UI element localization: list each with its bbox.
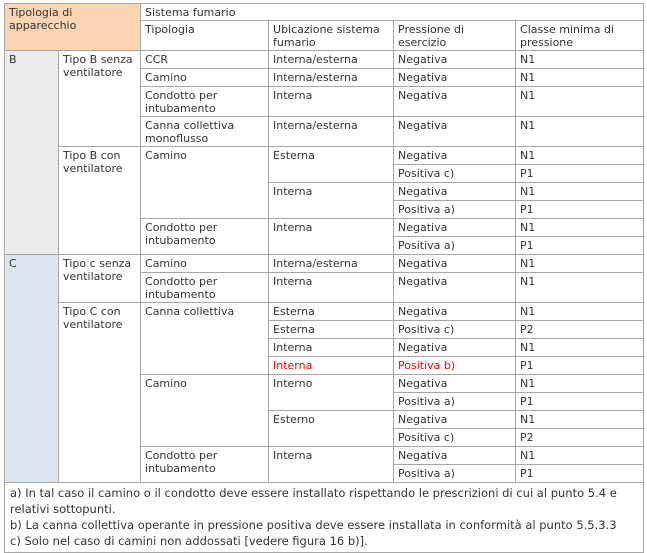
table-footnotes: [5, 483, 644, 553]
footnote-a: a) In tal caso il camino o il condotto deve essere installato rispettando le prescrizioni di cui al punto 5.4 e relativi sottopunti.: [10, 486, 617, 516]
table-cell: Negativa: [394, 375, 516, 393]
table-cell: N1: [516, 303, 644, 321]
table-cell: Esterna: [269, 321, 394, 339]
table-cell: Camino: [141, 69, 269, 87]
table-cell: P1: [516, 165, 644, 183]
table-cell: Canna collettiva: [141, 303, 269, 375]
table-cell: Positiva c): [394, 165, 516, 183]
table-cell: Positiva a): [394, 393, 516, 411]
table-cell: P1: [516, 393, 644, 411]
table-cell: Negativa: [394, 51, 516, 69]
table-cell: Positiva a): [394, 237, 516, 255]
table-cell: N1: [516, 339, 644, 357]
table-cell: B: [5, 51, 59, 255]
table-cell: Negativa: [394, 447, 516, 465]
table-cell: N1: [516, 447, 644, 465]
table-cell: Condotto per intubamento: [141, 219, 269, 255]
table-cell: N1: [516, 255, 644, 273]
table-cell: Interna: [269, 339, 394, 357]
table-header: [5, 4, 644, 51]
table-cell: Interna/esterna: [269, 69, 394, 87]
table-cell: Interna/esterna: [269, 51, 394, 69]
table-cell: P2: [516, 321, 644, 339]
table-cell: P2: [516, 429, 644, 447]
table-cell: Tipo c senza ventilatore: [59, 255, 141, 303]
table-cell: Negativa: [394, 411, 516, 429]
column-header-ubicazione: Ubicazione sistema fumario: [269, 21, 394, 51]
table-cell: Condotto per intubamento: [141, 447, 269, 483]
table-cell: Positiva a): [394, 465, 516, 483]
table-cell: Condotto per intubamento: [141, 273, 269, 303]
table-body: [5, 51, 644, 483]
table-cell: P1: [516, 201, 644, 219]
footnote-c: c) Solo nel caso di camini non addossati [vedere figura 16 b)].: [10, 534, 368, 548]
table-cell: N1: [516, 51, 644, 69]
column-header-tipologia: Tipologia: [141, 21, 269, 51]
appliance-flue-table: [4, 3, 644, 553]
table-cell: N1: [516, 411, 644, 429]
table-cell: Negativa: [394, 255, 516, 273]
table-cell: Negativa: [394, 273, 516, 303]
table-cell: Positiva a): [394, 201, 516, 219]
header-sistema-fumario: Sistema fumario: [141, 4, 644, 21]
table-cell: Camino: [141, 147, 269, 219]
table-cell: Negativa: [394, 339, 516, 357]
table-cell: CCR: [141, 51, 269, 69]
table-cell: Camino: [141, 255, 269, 273]
table-cell: Interna/esterna: [269, 255, 394, 273]
table-cell: Positiva c): [394, 429, 516, 447]
table-cell: N1: [516, 219, 644, 237]
table-row: [5, 147, 644, 165]
table-cell: N1: [516, 183, 644, 201]
table-cell: N1: [516, 87, 644, 117]
table-cell: P1: [516, 237, 644, 255]
table-cell: Positiva c): [394, 321, 516, 339]
table-row: [5, 303, 644, 321]
table-cell: P1: [516, 465, 644, 483]
table-cell: Canna collettiva monoflusso: [141, 117, 269, 147]
table-cell: Esterna: [269, 303, 394, 321]
document-page: [4, 3, 643, 553]
table-cell: Interno: [269, 375, 394, 411]
table-cell: Negativa: [394, 303, 516, 321]
table-cell: Tipo B senza ventilatore: [59, 51, 141, 147]
table-cell: Negativa: [394, 117, 516, 147]
table-cell: Interna: [269, 447, 394, 483]
table-cell: Interna: [269, 183, 394, 219]
header-tipologia-apparecchio: Tipologia di apparecchio: [5, 4, 141, 51]
column-header-classe: Classe minima di pressione: [516, 21, 644, 51]
table-cell: Interna/esterna: [269, 117, 394, 147]
table-cell: N1: [516, 117, 644, 147]
table-cell: Interna: [269, 87, 394, 117]
table-cell: Tipo C con ventilatore: [59, 303, 141, 483]
table-cell: Negativa: [394, 219, 516, 237]
table-cell: Tipo B con ventilatore: [59, 147, 141, 255]
table-cell: N1: [516, 273, 644, 303]
footnotes-cell: [5, 483, 644, 553]
table-cell: Esterno: [269, 411, 394, 447]
table-cell: Interna: [269, 219, 394, 255]
table-row: [5, 51, 644, 69]
table-cell: Negativa: [394, 87, 516, 117]
table-cell: Interna: [269, 273, 394, 303]
table-cell: Interna: [269, 357, 394, 375]
table-cell: P1: [516, 357, 644, 375]
column-header-pressione: Pressione di esercizio: [394, 21, 516, 51]
table-cell: Negativa: [394, 147, 516, 165]
table-cell: Positiva b): [394, 357, 516, 375]
table-cell: N1: [516, 69, 644, 87]
table-cell: Condotto per intubamento: [141, 87, 269, 117]
table-cell: N1: [516, 375, 644, 393]
footnote-b: b) La canna collettiva operante in pressione positiva deve essere installata in conformità al punto 5.5.3.3: [10, 518, 617, 532]
table-cell: Negativa: [394, 69, 516, 87]
table-cell: Esterna: [269, 147, 394, 183]
table-cell: Negativa: [394, 183, 516, 201]
table-row: [5, 255, 644, 273]
table-cell: N1: [516, 147, 644, 165]
table-cell: C: [5, 255, 59, 483]
table-cell: Camino: [141, 375, 269, 447]
